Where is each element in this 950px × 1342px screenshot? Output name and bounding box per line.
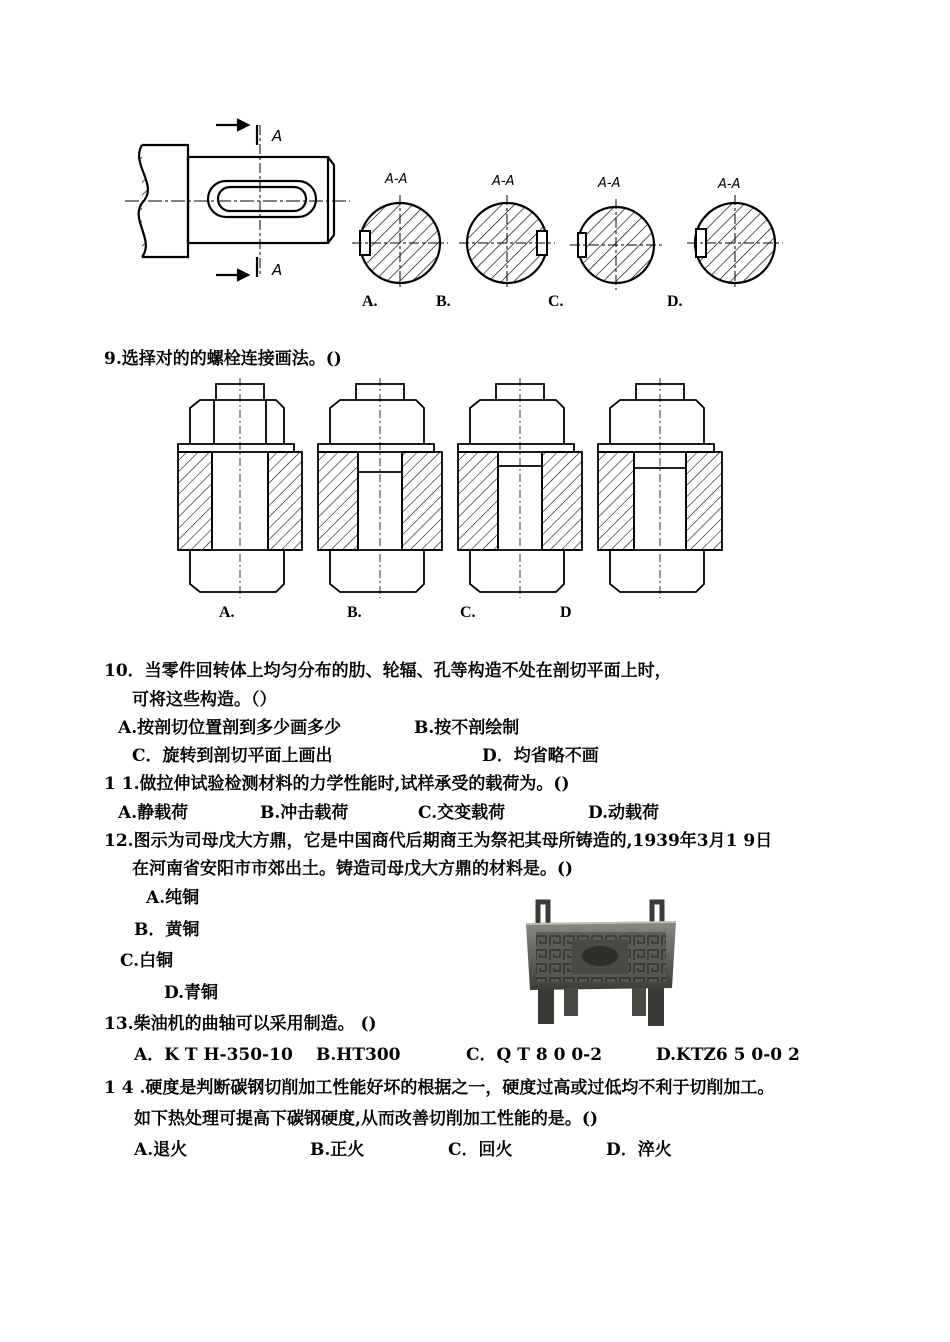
q14-option-b[interactable]: B.正火 xyxy=(310,1140,365,1160)
q10-option-a[interactable]: A.按剖切位置剖到多少画多少 xyxy=(118,718,342,738)
q8-option-c[interactable]: C. xyxy=(548,293,564,310)
simuwu-ding-image xyxy=(520,892,690,1030)
section-title-a: A-A xyxy=(385,172,408,187)
q10-line1: 10．当零件回转体上均匀分布的肋、轮辐、孔等构造不处在剖切平面上时， xyxy=(104,661,672,681)
q11-option-b[interactable]: B.冲击载荷 xyxy=(260,803,349,823)
section-title-d: A-A xyxy=(718,177,741,192)
q9-option-a[interactable]: A. xyxy=(219,604,235,621)
q9-question: 9.选择对的的螺栓连接画法。() xyxy=(104,349,342,369)
cut-plane-marks xyxy=(216,120,257,280)
q14-option-c[interactable]: C．回火 xyxy=(448,1140,513,1160)
bolt-drawing-d xyxy=(598,378,722,598)
q12-option-b[interactable]: B．黄铜 xyxy=(134,920,200,940)
q8-option-b[interactable]: B. xyxy=(436,293,451,310)
q13-option-d[interactable]: D.KTZ6 5 0-0 2 xyxy=(656,1045,800,1065)
q13-option-b[interactable]: B.HT300 xyxy=(316,1045,401,1065)
q11-option-d[interactable]: D.动载荷 xyxy=(588,803,660,823)
q13-question: 13.柴油机的曲轴可以采用制造。 () xyxy=(104,1014,377,1034)
q12-line2: 在河南省安阳市市郊出土。铸造司母戊大方鼎的材料是。() xyxy=(132,859,574,879)
section-a xyxy=(352,172,448,290)
q13-option-c[interactable]: C．Q T 8 0 0-2 xyxy=(466,1045,603,1065)
q10-option-d[interactable]: D．均省略不画 xyxy=(482,746,599,766)
section-mark-top: A xyxy=(272,127,283,145)
q14-option-d[interactable]: D．淬火 xyxy=(606,1140,672,1160)
shaft-section-figure xyxy=(120,115,800,290)
q8-option-a[interactable]: A. xyxy=(362,293,378,310)
q9-option-c[interactable]: C. xyxy=(460,604,476,621)
section-title-b: A-A xyxy=(492,174,515,189)
section-d xyxy=(687,177,783,290)
bolt-drawing-b xyxy=(318,378,442,598)
bolt-drawing-a xyxy=(178,378,302,598)
q11-question: 1 1.做拉伸试验检测材料的力学性能时,试样承受的载荷为。() xyxy=(104,774,570,794)
q14-line1: 1 4 .硬度是判断碳钢切削加工性能好坏的根据之一，硬度过高或过低均不利于切削加工。 xyxy=(104,1078,775,1098)
q9-option-d[interactable]: D xyxy=(560,604,572,621)
q13-option-a[interactable]: A．K T H-350-10 xyxy=(134,1045,293,1065)
q9-option-b[interactable]: B. xyxy=(347,604,362,621)
section-title-c: A-A xyxy=(598,176,621,191)
q14-line2: 如下热处理可提高下碳钢硬度,从而改善切削加工性能的是。() xyxy=(134,1109,599,1129)
q11-option-a[interactable]: A.静载荷 xyxy=(118,803,189,823)
q12-option-a[interactable]: A.纯铜 xyxy=(146,888,200,908)
q12-option-c[interactable]: C.白铜 xyxy=(120,951,174,971)
q10-option-c[interactable]: C．旋转到剖切平面上画出 xyxy=(132,746,333,766)
q12-option-d[interactable]: D.青铜 xyxy=(164,983,219,1003)
q11-option-c[interactable]: C.交变载荷 xyxy=(418,803,506,823)
q8-option-d[interactable]: D. xyxy=(667,293,683,310)
section-mark-bottom: A xyxy=(272,261,283,279)
bolt-drawing-c xyxy=(458,378,582,598)
q10-option-b[interactable]: B.按不剖绘制 xyxy=(414,718,520,738)
shaft-main-view xyxy=(125,125,350,277)
q12-line1: 12.图示为司母戊大方鼎，它是中国商代后期商王为祭祀其母所铸造的,1939年3月1 9日 xyxy=(104,831,773,851)
section-c xyxy=(570,176,662,290)
q14-option-a[interactable]: A.退火 xyxy=(134,1140,188,1160)
q10-line2: 可将这些构造。（） xyxy=(132,690,277,710)
section-b xyxy=(459,174,555,290)
bolt-connection-figure xyxy=(170,378,730,598)
